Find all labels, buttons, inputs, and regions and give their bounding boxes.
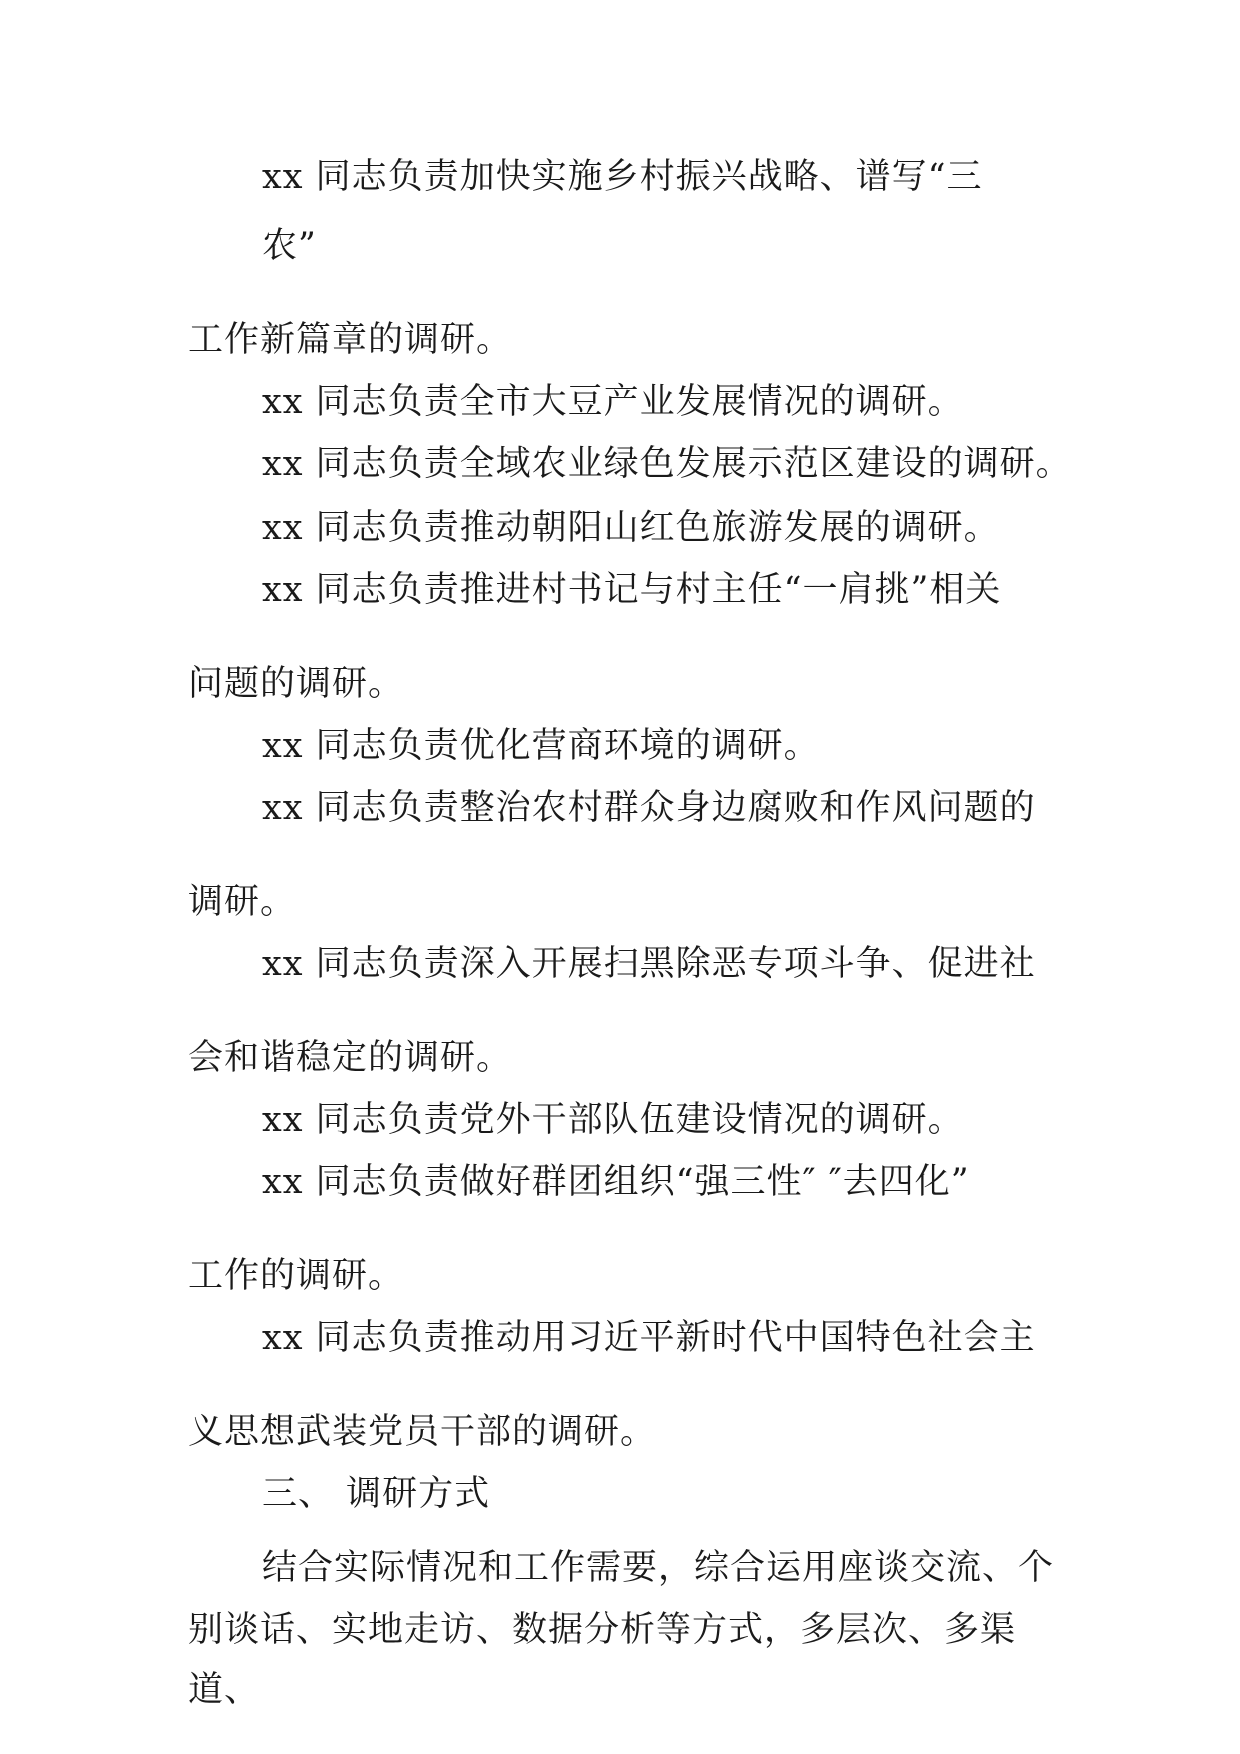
text-line: 道、 [188, 1670, 261, 1710]
text-line: 问题的调研。 [188, 664, 405, 704]
text-line: xx 同志负责深入开展扫黑除恶专项斗争、促进社 [262, 944, 1036, 984]
text-line: 别谈话、实地走访、数据分析等方式，多层次、多渠 [188, 1610, 1017, 1650]
text-line: xx 同志负责推动朝阳山红色旅游发展的调研。 [262, 508, 1000, 548]
text-line: 工作的调研。 [188, 1256, 405, 1296]
text-line: xx 同志负责做好群团组织“强三性″ ″去四化” [262, 1162, 970, 1202]
text-line: xx 同志负责优化营商环境的调研。 [262, 726, 820, 766]
text-line: xx 同志负责推动用习近平新时代中国特色社会主 [262, 1318, 1036, 1358]
text-line: 义思想武装党员干部的调研。 [188, 1412, 657, 1452]
text-line: xx 同志负责全市大豆产业发展情况的调研。 [262, 382, 964, 422]
text-line: 农” [262, 226, 317, 266]
text-line: 结合实际情况和工作需要，综合运用座谈交流、个 [262, 1548, 1055, 1588]
text-line: 工作新篇章的调研。 [188, 320, 513, 360]
text-line: xx 同志负责党外干部队伍建设情况的调研。 [262, 1100, 964, 1140]
text-line: xx 同志负责推进村书记与村主任“一肩挑”相关 [262, 570, 1002, 610]
text-line: xx 同志负责加快实施乡村振兴战略、谱写“三 [262, 157, 983, 197]
text-line: 会和谐稳定的调研。 [188, 1038, 513, 1078]
text-line: xx 同志负责整治农村群众身边腐败和作风问题的 [262, 788, 1036, 828]
text-line: xx 同志负责全域农业绿色发展示范区建设的调研。 [262, 444, 1072, 484]
text-line: 调研。 [188, 882, 297, 922]
section-heading: 三、 调研方式 [262, 1474, 491, 1514]
